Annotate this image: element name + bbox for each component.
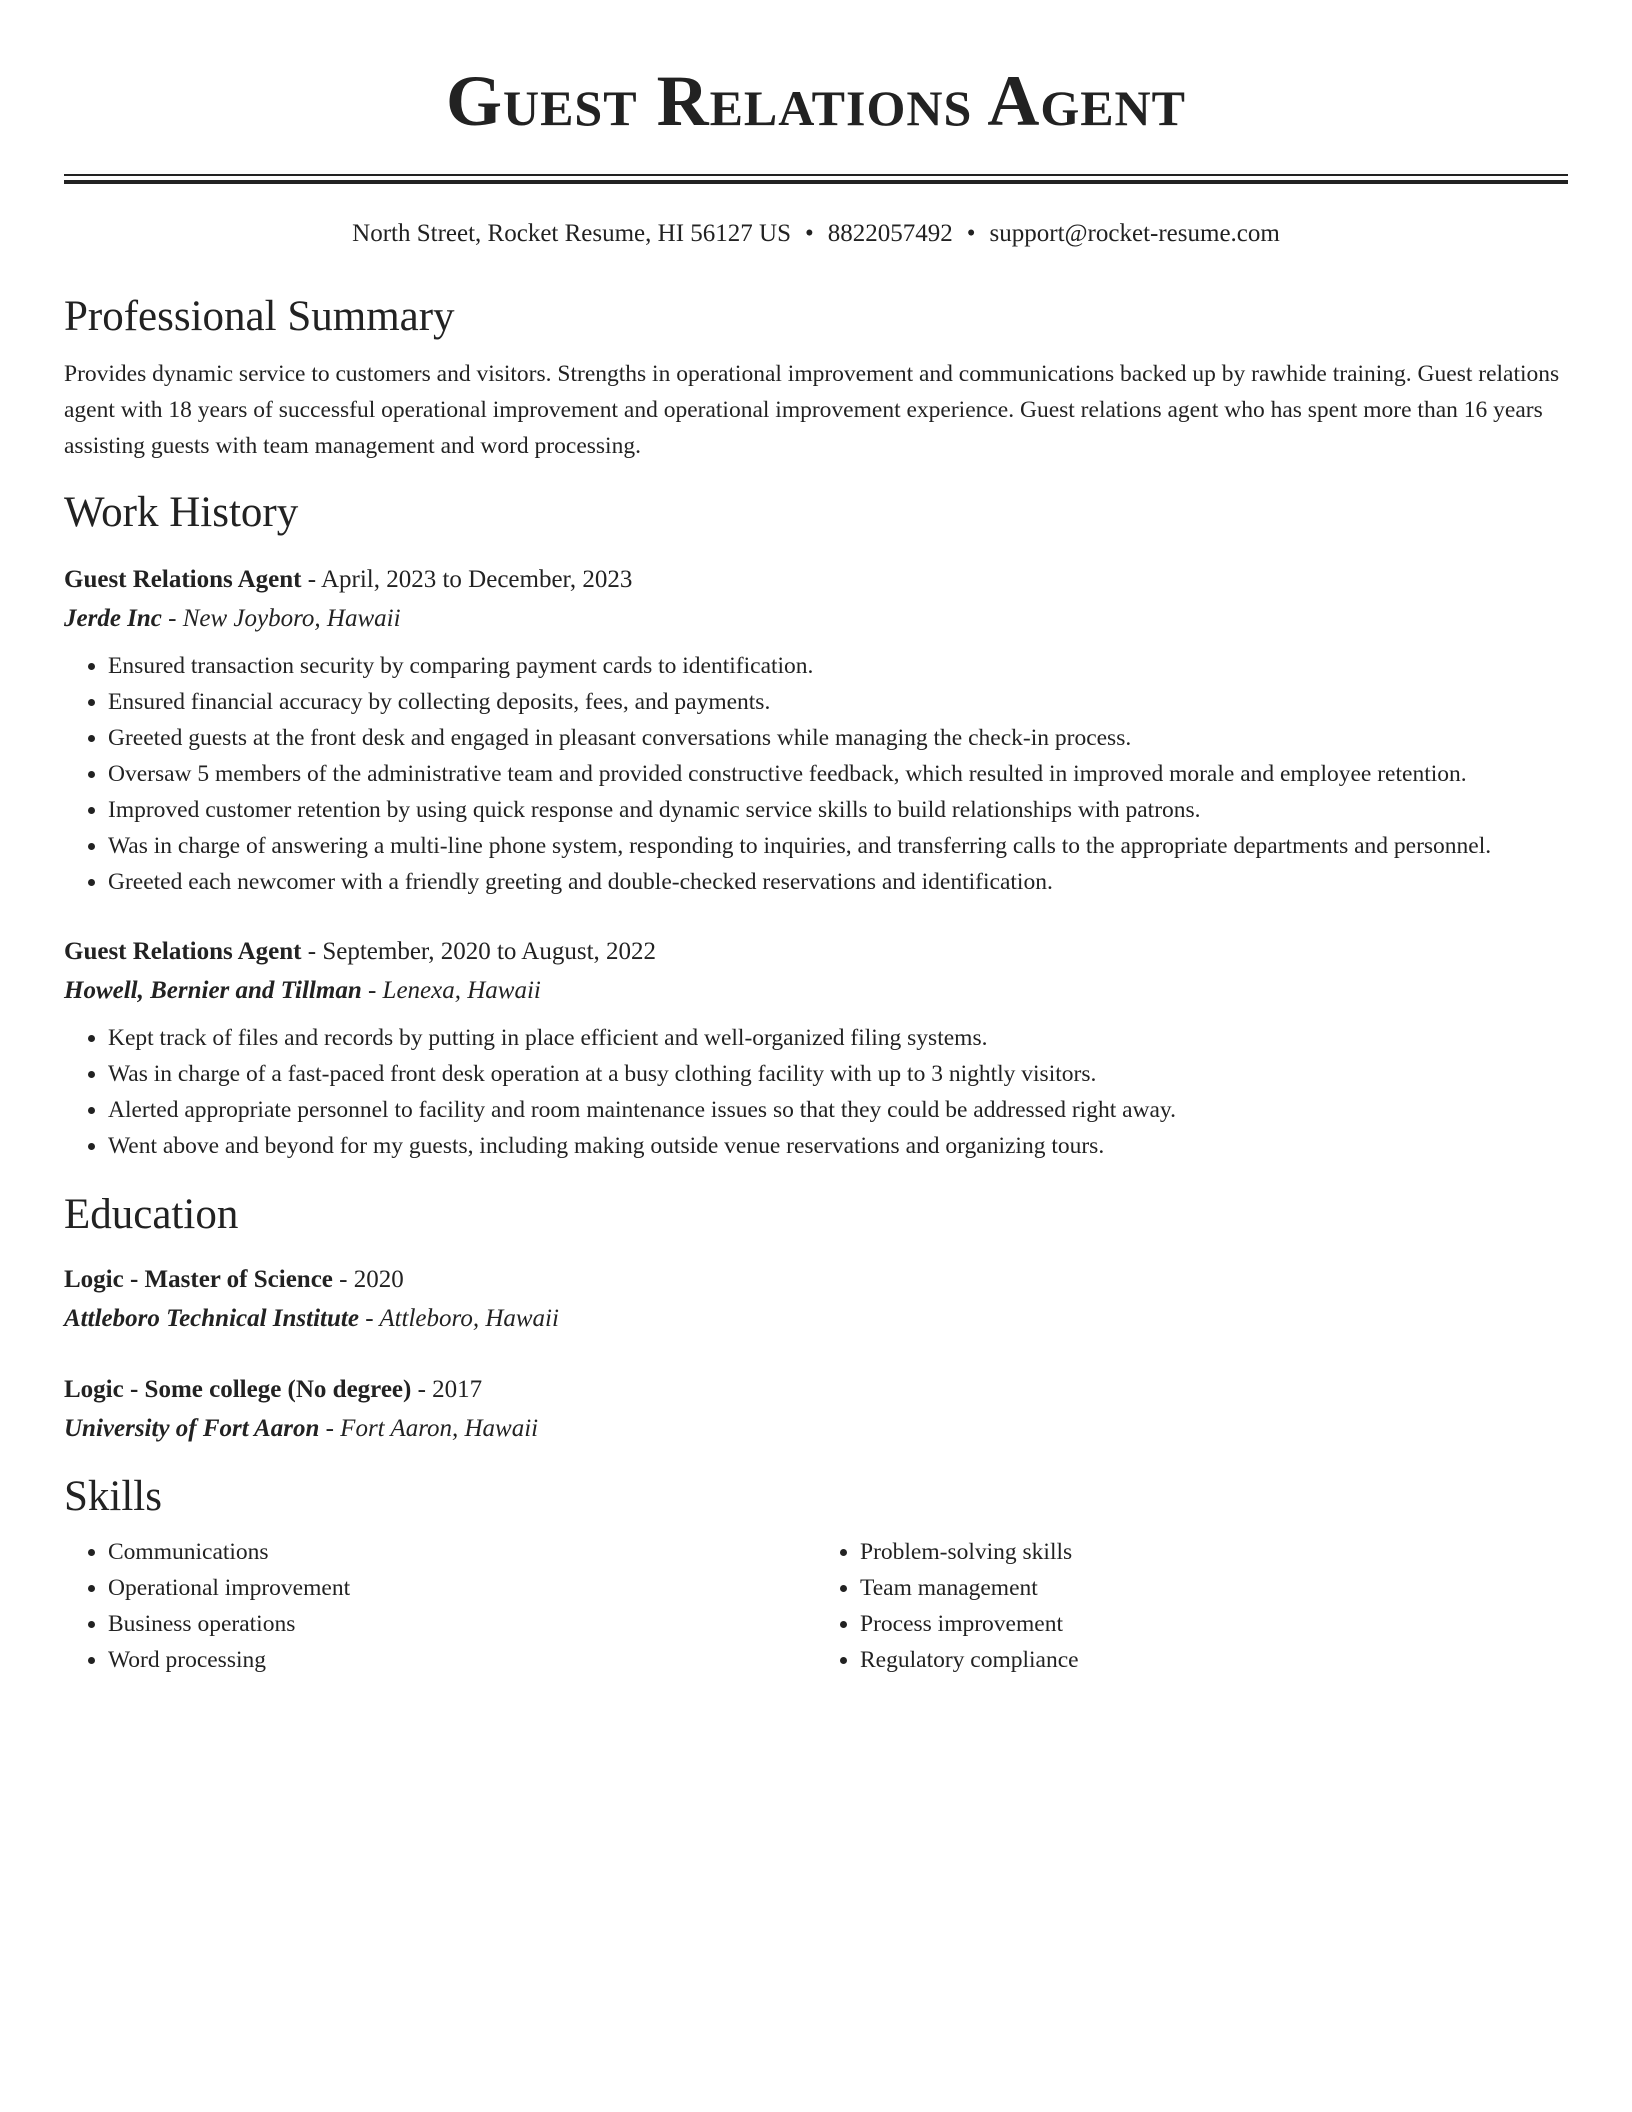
skill-item: • Regulatory compliance xyxy=(860,1642,1568,1678)
skill-item: • Word processing xyxy=(108,1642,816,1678)
job-duty: • Greeted guests at the front desk and engaged in pleasant conversations while managing the check-in process. xyxy=(108,720,1568,756)
skill-item: • Problem-solving skills xyxy=(860,1534,1568,1570)
education-entry xyxy=(64,1260,1568,1338)
job-header xyxy=(64,560,1568,600)
skill-item: • Team management xyxy=(860,1570,1568,1606)
education-degree: Logic - Master of Science xyxy=(64,1266,333,1293)
skills-heading: Skills xyxy=(64,1473,162,1520)
job-duty: • Went above and beyond for my guests, including making outside venue reservations and organizing tours. xyxy=(108,1128,1568,1164)
job-header xyxy=(64,932,1568,972)
job-company: Howell, Bernier and Tillman xyxy=(64,977,362,1004)
job-dates: - September, 2020 to August, 2022 xyxy=(301,938,657,965)
education-year: - 2020 xyxy=(332,1266,404,1293)
job-entry xyxy=(64,560,1568,900)
work-history-heading: Work History xyxy=(64,489,299,536)
education-school-line xyxy=(64,1300,1568,1338)
resume-name: Guest Relations Agent xyxy=(445,61,1187,141)
job-company-line xyxy=(64,600,1568,638)
education-school: Attleboro Technical Institute xyxy=(64,1305,359,1332)
job-duty: • Alerted appropriate personnel to facility and room maintenance issues so that they could be addressed right away. xyxy=(108,1092,1568,1128)
contact-phone: 8822057492 xyxy=(827,220,953,247)
job-duty: • Greeted each newcomer with a friendly greeting and double-checked reservations and identification. xyxy=(108,864,1568,900)
contact-line xyxy=(64,218,1568,250)
job-role: Guest Relations Agent xyxy=(64,938,302,965)
job-company: Jerde Inc xyxy=(64,605,162,632)
education-school-line xyxy=(64,1410,1568,1448)
skills-column-right xyxy=(816,1534,1568,1678)
job-company-line xyxy=(64,972,1568,1010)
skill-item: • Business operations xyxy=(108,1606,816,1642)
job-role: Guest Relations Agent xyxy=(64,566,302,593)
job-duties xyxy=(64,1020,1568,1164)
skill-item: • Communications xyxy=(108,1534,816,1570)
job-duty: • Was in charge of a fast-paced front desk operation at a busy clothing facility with up to 3 nightly visitors. xyxy=(108,1056,1568,1092)
job-duties xyxy=(64,648,1568,900)
education-degree-line xyxy=(64,1260,1568,1300)
contact-separator: • xyxy=(805,220,814,247)
job-duty: • Improved customer retention by using quick response and dynamic service skills to build relationships with patrons. xyxy=(108,792,1568,828)
skill-item: • Process improvement xyxy=(860,1606,1568,1642)
job-duty: • Kept track of files and records by putting in place efficient and well-organized filing systems. xyxy=(108,1020,1568,1056)
education-location: - Fort Aaron, Hawaii xyxy=(319,1415,539,1442)
job-entry xyxy=(64,932,1568,1164)
contact-address: North Street, Rocket Resume, HI 56127 US xyxy=(352,220,791,247)
education-location: - Attleboro, Hawaii xyxy=(358,1305,559,1332)
job-dates: - April, 2023 to December, 2023 xyxy=(301,566,633,593)
education-degree-line xyxy=(64,1370,1568,1410)
job-duty: • Was in charge of answering a multi-line phone system, responding to inquiries, and transferring calls to the appropriate departments and personnel. xyxy=(108,828,1568,864)
education-heading: Education xyxy=(64,1191,239,1238)
education-school: University of Fort Aaron xyxy=(64,1415,320,1442)
education-year: - 2017 xyxy=(411,1376,483,1403)
education-degree: Logic - Some college (No degree) xyxy=(64,1376,412,1403)
contact-separator: • xyxy=(966,220,976,247)
contact-email: support@rocket-resume.com xyxy=(989,220,1280,247)
summary-text: Provides dynamic service to customers and visitors. Strengths in operational improvement and communications backed up by rawhide training. Guest relations agent with 18 years of successful operational improvement and operational improvement experience. Guest relations agent who has spent more than 16 years assisting guests with team management and word processing. xyxy=(64,361,1560,459)
skills-column-left xyxy=(64,1534,816,1678)
job-location: - Lenexa, Hawaii xyxy=(361,977,541,1004)
skill-item: • Operational improvement xyxy=(108,1570,816,1606)
header-divider xyxy=(64,174,1568,184)
summary-heading: Professional Summary xyxy=(64,293,455,340)
education-entry xyxy=(64,1370,1568,1448)
job-duty: • Oversaw 5 members of the administrative team and provided constructive feedback, which resulted in improved morale and employee retention. xyxy=(108,756,1568,792)
job-duty: • Ensured transaction security by comparing payment cards to identification. xyxy=(108,648,1568,684)
job-location: - New Joyboro, Hawaii xyxy=(161,605,401,632)
job-duty: • Ensured financial accuracy by collecting deposits, fees, and payments. xyxy=(108,684,1568,720)
skills-grid xyxy=(64,1534,1568,1678)
